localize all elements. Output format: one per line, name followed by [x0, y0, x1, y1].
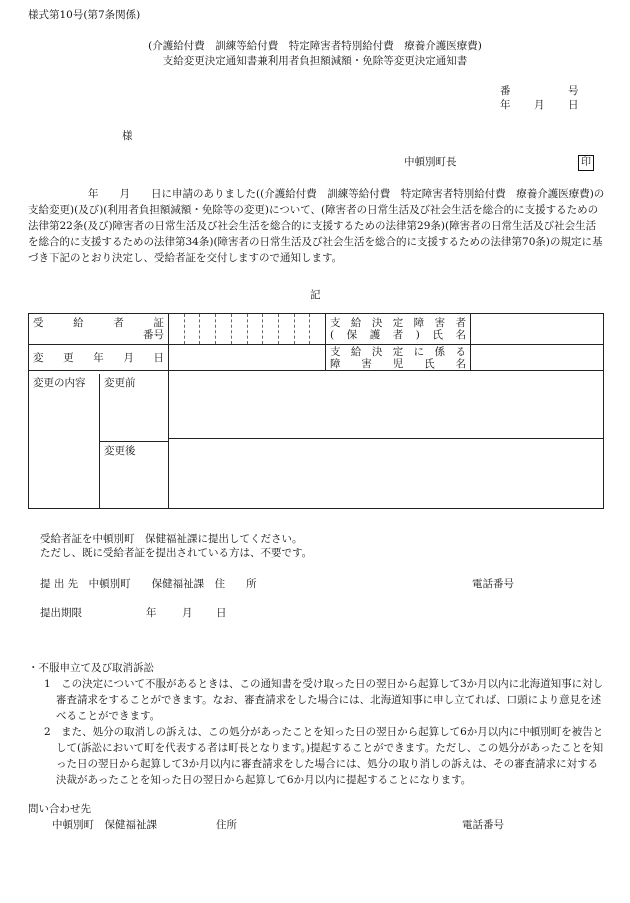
contact-org: 中頓別町 保健福祉課 — [52, 819, 157, 831]
deadline-label: 提出期限 — [40, 607, 82, 619]
note-item-2: 2 また、処分の取消しの訴えは、この処分があったことを知った日の翌日から起算して6か月以内に中頓別町を被告として(訴訟において町を代表する者は町長となります。)提起することができます。ただし、この処分があったことを知った日の翌日から起算して3か月以内に審査請求をした場合には、処分の取り消しの訴えは、その審査請求に対する決裁があったことを知った日の翌日から起算して6か月以内に提起することになります。 — [44, 726, 604, 786]
henko-naiyo-block — [29, 371, 169, 509]
objection-notes — [28, 660, 606, 788]
addressee-sama: 様 — [122, 130, 133, 142]
ki-heading: 記 — [310, 289, 321, 301]
intro-paragraph: 年 月 日に申請のありました((介護給付費 訓練等給付費 特定障害者特別給付費 療養介護医療費)の支給変更)(及び)(利用者負担額減額・免除等の変更)について、(障害者の日常生活及び社会生活を総合的に支援するための法律第22条(及び)障害者の日常生活及び社会生活を総合的に支援するための法律第29条)(障害者の日常生活及び社会生活を総合的に支援するための法律第34条)(障害者の日常生活及び社会生活を総合的に支援するための法律第70条)の規定に基づき下記のとおり決定し、受給者証を交付しますので通知します。 — [28, 188, 605, 264]
document-title-line2: 支給変更決定通知書兼利用者負担額減額・免除等変更決定通知書 — [162, 55, 468, 67]
shikyu-jido-name-field[interactable] — [471, 345, 604, 371]
deadline-month: 月 — [182, 607, 193, 619]
contact-heading: 問い合わせ先 — [28, 803, 91, 815]
label-henko-date: 変更年月日 — [29, 345, 169, 371]
note-item-1: 1 この決定について不服があるときは、この通知書を受け取った日の翌日から起算して3か月以内に北海道知事に対し審査請求をすることができます。なお、審査請求をした場合には、北海道知事に申し立てれば、口頭により意見を述べることができます。 — [44, 678, 604, 722]
label-henko-naiyo: 変更の内容 — [29, 374, 100, 441]
form-number: 様式第10号(第7条関係) — [28, 9, 141, 21]
decision-table — [28, 313, 604, 509]
label-shikyu-ketteisha: 支給決定障害者 (保護者)氏名 — [326, 314, 471, 345]
jukyusha-number-field[interactable] — [169, 314, 326, 345]
date-day: 日 — [568, 99, 579, 111]
henko-mae-field[interactable] — [169, 371, 604, 439]
date-month: 月 — [534, 99, 545, 111]
doc-number-ban: 番 — [500, 85, 511, 97]
label-shikyu-jido: 支給決定に係る 障害児氏名 — [326, 345, 471, 371]
henko-date-field[interactable] — [169, 345, 326, 371]
label-henko-go: 変更後 — [104, 444, 136, 457]
submit-line1: 受給者証を中頓別町 保健福祉課に提出してください。 — [40, 533, 303, 545]
contact-address-label: 住所 — [216, 819, 237, 831]
shikyu-ketteisha-name-field[interactable] — [471, 314, 604, 345]
label-jukyusha-bango: 受給者証 番号 — [29, 314, 169, 345]
mayor-title: 中頓別町長 — [404, 156, 457, 168]
date-year: 年 — [500, 99, 511, 111]
doc-number-go: 号 — [568, 85, 579, 97]
notes-heading: ・不服申立て及び取消訴訟 — [28, 662, 154, 674]
seal-mark — [578, 155, 594, 171]
henko-go-field[interactable] — [169, 438, 604, 508]
deadline-day: 日 — [216, 607, 227, 619]
submission-place: 提 出 先 中頓別町 保健福祉課 住 所 — [40, 578, 257, 590]
label-henko-mae: 変更前 — [100, 374, 169, 441]
seal-stamp-box: 印 — [578, 155, 594, 171]
submit-line2: ただし、既に受給者証を提出されている方は、不要です。 — [40, 547, 313, 559]
submission-tel-label: 電話番号 — [472, 578, 514, 590]
deadline-year: 年 — [146, 607, 157, 619]
document-title-line1: (介護給付費 訓練等給付費 特定障害者特別給付費 療養介護医療費) — [148, 40, 482, 52]
contact-tel-label: 電話番号 — [462, 819, 504, 831]
